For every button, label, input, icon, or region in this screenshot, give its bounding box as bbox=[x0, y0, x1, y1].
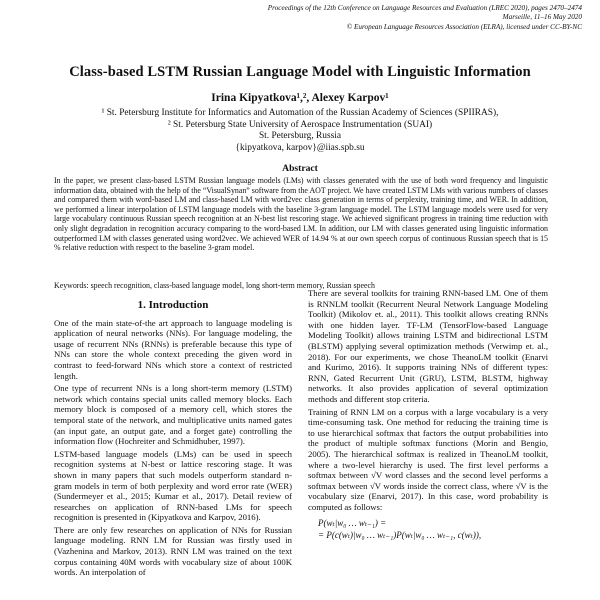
affiliation-2: ² St. Petersburg State University of Aerospace Instrumentation (SUAI) bbox=[167, 119, 433, 130]
keywords: Keywords: speech recognition, class-based language model, long short-term memory, Russian speech bbox=[54, 281, 375, 290]
paragraph: There are only few researches on application of NNs for Russian language modeling. RNN LM for Russian was firstly used in (Vazhenina and Markov, 2013). RNN LM was trained on the text corpus containing 40M words with vocabulary size of about 100K words. An interpolation of bbox=[54, 524, 292, 578]
proceedings-line: Proceedings of the 12th Conference on Language Resources and Evaluation (LREC 2020), pages 2470–2474 bbox=[267, 4, 582, 12]
equation-line: P(wₜ|w₀ … wₜ₋₁) = bbox=[318, 518, 387, 529]
paragraph: There are several toolkits for training RNN-based LM. One of them is RNNLM toolkit (Recurrent Neural Network Language Modeling Toolkit) (Mikolov et. al., 2011). This toolkit allows creating RNNs with one hidden layer. TF-LM (TensorFlow-based Language Modeling Toolkit) allows training LSTM and bidirectional LSTM (BLSTM) applying several optimization methods (Verwimp et. al., 2018). For our experiments, we chose TheanoLM toolkit (Enarvi and Kurimo, 2016). It supports training NNs of different types: RNN, Gated Recurrent Unit (GRU), LSTM, BLSTM, highway networks. It also provides application of several optimization methods and different stop criteria. bbox=[308, 288, 548, 404]
left-column bbox=[54, 300, 292, 600]
paper-title: Class-based LSTM Russian Language Model with Linguistic Information bbox=[69, 64, 531, 80]
proceedings-license: © European Language Resources Association (ELRA), licensed under CC-BY-NC bbox=[346, 22, 582, 31]
affiliations bbox=[0, 108, 600, 154]
paragraph: LSTM-based language models (LMs) can be used in speech recognition systems at N-best or lattice rescoring stage. It was shown in many papers that such models outperform standard n-gram models in term of both perplexity and word error rate (WER) (Sundermeyer et al., 2015; Kumar et al., 2017). Detail review of researches on application of RNN-based LMs for speech recognition is presented in (Kipyatkova and Karpov, 2016). bbox=[54, 448, 292, 523]
abstract-text: In the paper, we present class-based LSTM Russian language models (LMs) with classes generated with the use of both word frequency and linguistic information data, obtained with the help of the “VisualSynan” software from the AOT project. We have created LSTM LMs with various numbers of classes and compared them with word-based LM and class-based LM with word2vec class generation in terms of perplexity, training time, and WER. In addition, we performed a linear interpolation of LSTM language models with the baseline 3-gram language model. The LSTM language models were used for very large vocabulary continuous Russian speech recognition at an N-best list rescoring stage. We achieved significant progress in training time reduction with only slight degradation in recognition accuracy comparing to the word-based LM. In addition, our LM with classes generated using linguistic information outperformed LM with classes generated using word2vec. We achieved WER of 14.94 % at our own speech corpus of continuous Russian speech that is 15 % relative reduction with respect to the baseline 3-gram model. bbox=[54, 176, 548, 253]
paragraph: Training of RNN LM on a corpus with a large vocabulary is a very time-consuming task. One method for reducing the training time is to use hierarchical softmax that factors the output probabilities into the product of multiple softmax functions (Morin and Bengio, 2005). The hierarchical softmax is realized in TheanoLM toolkit, where a two-level hierarchy is used. The first level performs a softmax between √V word classes and the second level performs a softmax between √V words inside the correct class, where √V is the vocabulary size (Enarvi, 2017). In this case, word probability is computed as follows: bbox=[308, 406, 548, 512]
equation-line: = P(c(wₜ)|w₀ … wₜ₋₁)P(wₜ|w₀ … wₜ₋₁, c(wₜ)), bbox=[318, 530, 482, 541]
right-column bbox=[308, 288, 548, 600]
paragraph: One type of recurrent NNs is a long short-term memory (LSTM) network which contains special units called memory blocks. Each memory block is composed of a memory cell, which stores the temporal state of the network, and multiplicative units named gates (an input gate, an output gate, and a forget gate) controlling the information flow (Hochreiter and Schmidhuber, 1997). bbox=[54, 383, 292, 447]
affiliation-city: St. Petersburg, Russia bbox=[258, 131, 342, 142]
section-heading: 1. Introduction bbox=[137, 300, 209, 311]
proceedings-location: Marseille, 11–16 May 2020 bbox=[502, 13, 582, 22]
authors: Irina Kipyatkova¹,², Alexey Karpov¹ bbox=[211, 92, 389, 104]
paragraph: One of the main state-of-the art approach to language modeling is application of neural networks (NNs). For language modeling, the usage of recurrent NNs (RNNs) is preferable because this type of NNs can store the whole context preceding the given word in contrast to feed-forward NNs which store a context of restricted length. bbox=[54, 317, 292, 381]
affiliation-email: {kipyatkova, karpov}@iias.spb.su bbox=[235, 142, 365, 153]
abstract-heading: Abstract bbox=[282, 163, 318, 174]
proceedings-header bbox=[162, 4, 582, 32]
probability-equation bbox=[318, 517, 548, 541]
affiliation-1: ¹ St. Petersburg Institute for Informatics and Automation of the Russian Academy of Sciences (SPIIRAS), bbox=[101, 108, 499, 118]
